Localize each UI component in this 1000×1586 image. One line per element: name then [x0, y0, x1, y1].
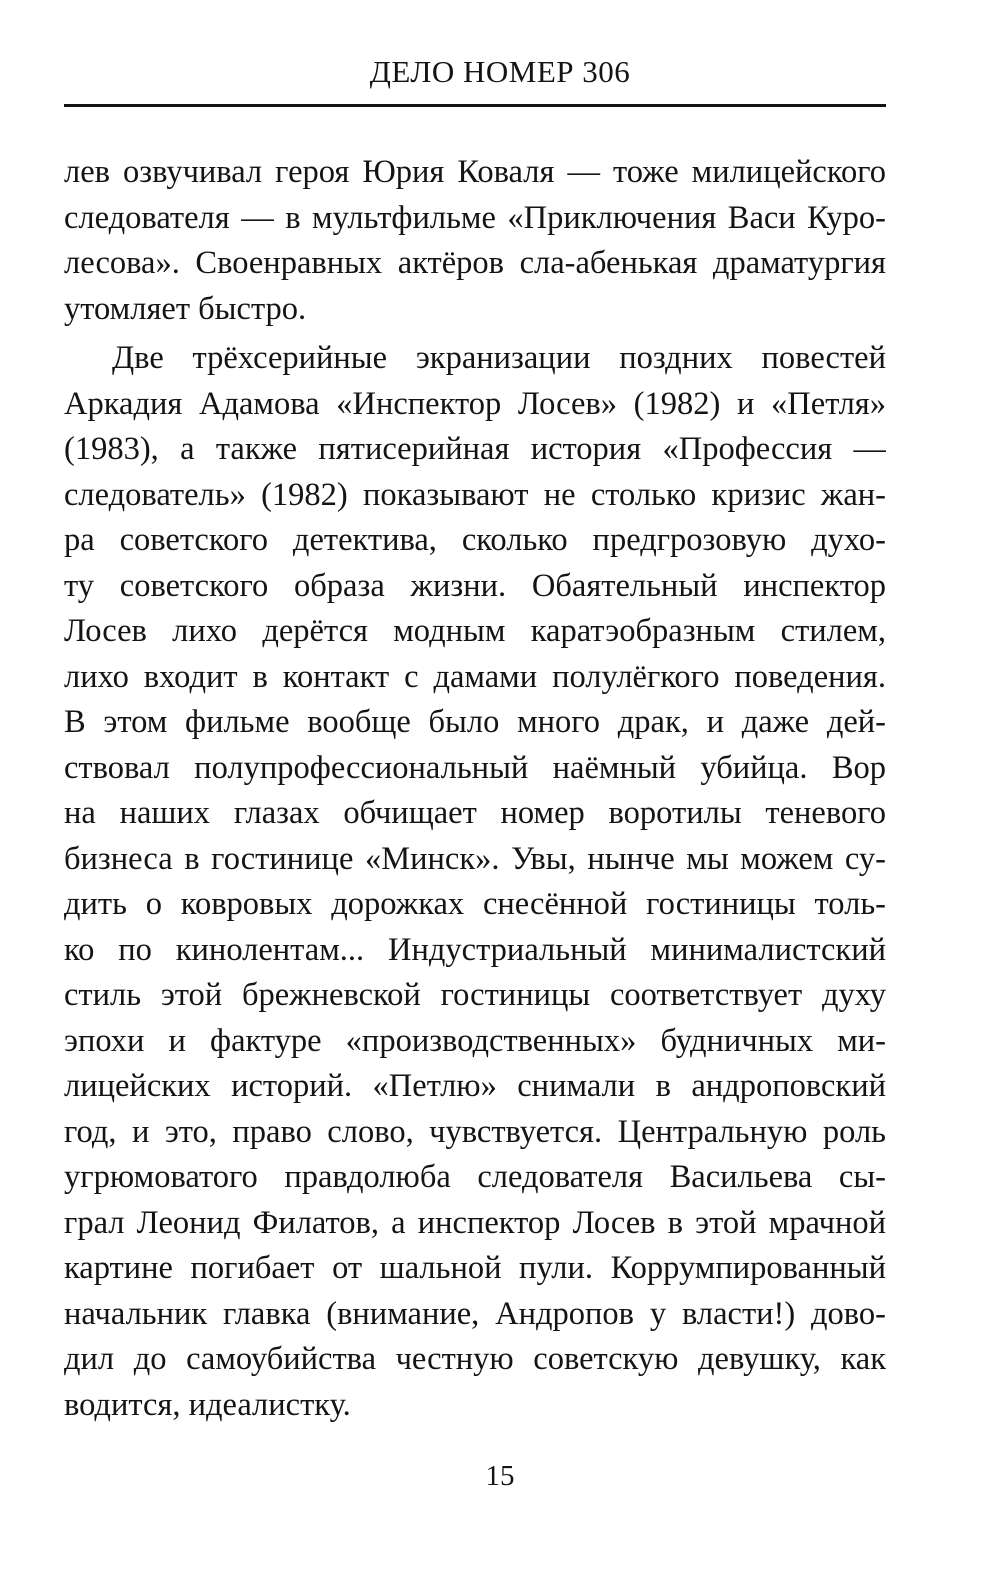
text-line: лесова». Своенравных актёров сла-абенькая драматургия: [64, 245, 886, 281]
text-line: В этом фильме вообще было много драк, и даже дей-: [64, 704, 886, 740]
paragraph-1: [64, 150, 886, 332]
text-line: на наших глазах обчищает номер воротилы теневого: [64, 795, 886, 831]
text-line: лихо входит в контакт с дамами полулёгкого поведения.: [64, 658, 886, 695]
text-line: стиль этой брежневской гостиницы соответствует духу: [64, 977, 886, 1013]
text-line: ко по кинолентам... Индустриальный минималистский: [64, 931, 886, 968]
text-line: ствовал полупрофессиональный наёмный убийца. Вор: [64, 749, 886, 786]
text-line: дить о ковровых дорожках снесённой гостиницы толь-: [64, 886, 886, 922]
text-line: картине погибает от шальной пули. Коррумпированный: [64, 1250, 886, 1286]
text-line: бизнеса в гостинице «Минск». Увы, нынче мы можем су-: [64, 840, 886, 877]
running-header: ДЕЛО НОМЕР 306: [369, 54, 631, 89]
text-line: (1983), а также пятисерийная история «Профессия —: [64, 431, 886, 467]
header-rule: [64, 104, 886, 107]
text-line: угрюмоватого правдолюба следователя Васильева сы-: [64, 1159, 886, 1195]
page-number: 15: [485, 1460, 515, 1492]
text-line: начальник главка (внимание, Андропов у власти!) дово-: [64, 1295, 886, 1332]
text-line: дил до самоубийства честную советскую девушку, как: [64, 1341, 886, 1377]
text-line: лицейских историй. «Петлю» снимали в андроповский: [64, 1068, 886, 1104]
text-line: Две трёхсерийные экранизации поздних повестей: [112, 340, 886, 376]
text-line: следователь» (1982) показывают не столько кризис жан-: [64, 476, 886, 513]
text-line: ра советского детектива, сколько предгрозовую духо-: [64, 522, 886, 558]
text-line: следователя — в мультфильме «Приключения Васи Куро-: [64, 199, 886, 236]
text-line: Аркадия Адамова «Инспектор Лосев» (1982) и «Петля»: [64, 385, 886, 422]
text-line: утомляет быстро.: [64, 290, 307, 327]
text-line: год, и это, право слово, чувствуется. Центральную роль: [64, 1113, 886, 1150]
text-line: водится, идеалистку.: [64, 1386, 351, 1423]
text-line: грал Леонид Филатов, а инспектор Лосев в этой мрачной: [64, 1204, 886, 1241]
paragraph-2: [64, 336, 886, 1428]
text-line: ту советского образа жизни. Обаятельный инспектор: [64, 567, 886, 604]
text-line: эпохи и фактуре «производственных» будничных ми-: [64, 1022, 886, 1059]
text-line: Лосев лихо дерётся модным каратэобразным стилем,: [64, 613, 886, 649]
text-line: лев озвучивал героя Юрия Коваля — тоже милицейского: [64, 154, 886, 190]
